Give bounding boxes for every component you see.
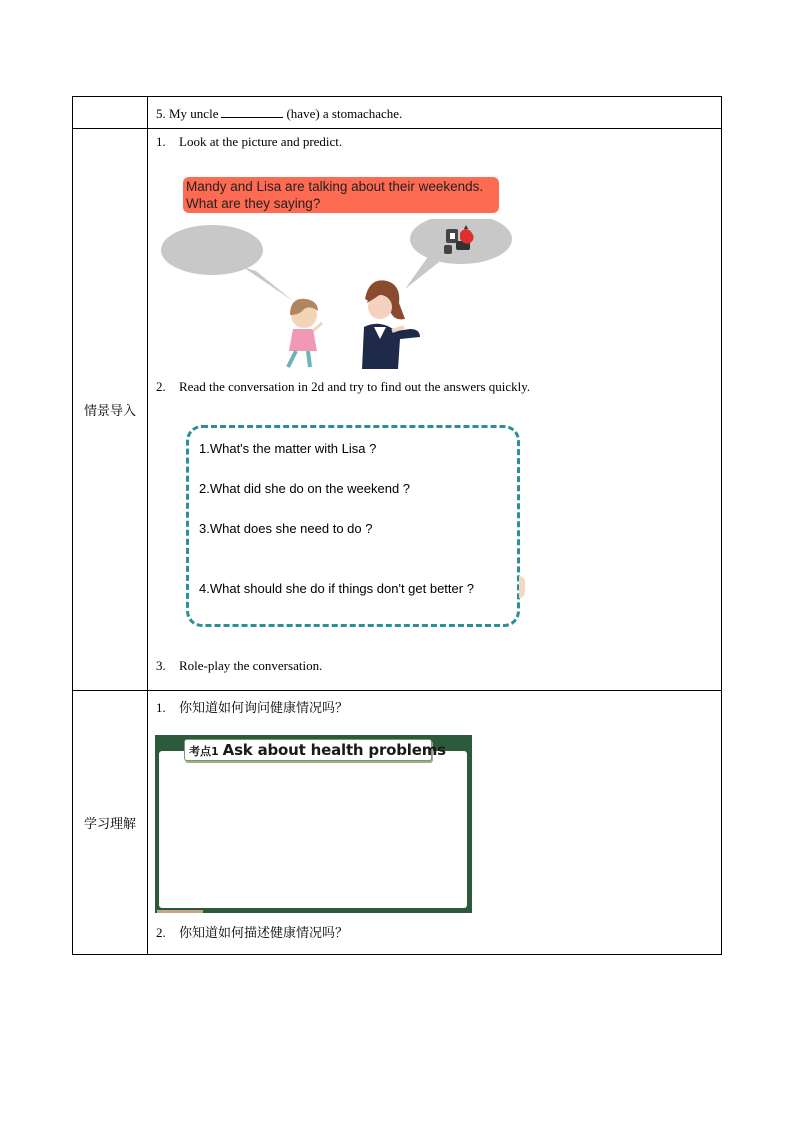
item-number: 2. (156, 379, 166, 394)
row-label-intro: 情景导入 (73, 129, 148, 691)
speech-bubble-left (161, 225, 293, 301)
row-exercise-content (148, 97, 722, 129)
board-writing-area (159, 751, 467, 908)
study-item-1 (156, 697, 348, 716)
exercise-text-after: (have) a stomachache. (286, 106, 403, 121)
row-label-study: 学习理解 (73, 691, 148, 955)
study-item-2 (156, 922, 348, 941)
item-number: 1. (156, 700, 166, 715)
box-edge-tab (519, 576, 525, 598)
row-intro-content (148, 129, 722, 691)
question-3: 3.What does she need to do ? (199, 521, 373, 536)
intro-item-2 (156, 379, 530, 395)
question-4: 4.What should she do if things don't get better ? (199, 581, 474, 596)
mandy-figure (288, 299, 322, 367)
item-text: Look at the picture and predict. (179, 134, 343, 149)
answer-blank[interactable] (221, 105, 283, 118)
item-text: 你知道如何询问健康情况吗？ (179, 701, 349, 716)
board-title-tab (184, 739, 446, 761)
intro-item-3 (156, 658, 322, 674)
question-2: 2.What did she do on the weekend ? (199, 481, 411, 496)
item-number: 2. (156, 925, 166, 940)
lesson-table (72, 96, 722, 955)
board-corner-mark (157, 910, 203, 913)
question-1: 1.What's the matter with Lisa ? (199, 441, 377, 456)
banner-line-1: Mandy and Lisa are talking about their weekends. (186, 179, 484, 194)
item-text: 你知道如何描述健康情况吗？ (179, 926, 349, 941)
item-number: 3. (156, 658, 166, 673)
exercise-text-before: 5. My uncle (156, 106, 219, 121)
exercise-item-5 (156, 105, 402, 122)
board-title: Ask about health problems (222, 741, 446, 759)
speech-bubble-right (405, 219, 512, 289)
item-number: 1. (156, 134, 166, 149)
banner-line-2: What are they saying? (186, 196, 321, 211)
scenario-banner (183, 177, 499, 213)
conversation-illustration (158, 219, 518, 369)
row-study-content (148, 691, 722, 955)
chalkboard-panel (155, 735, 472, 913)
lisa-figure (362, 280, 420, 369)
item-text: Read the conversation in 2d and try to find out the answers quickly. (179, 379, 531, 394)
intro-item-1 (156, 134, 342, 150)
board-tag: 考点1 (189, 745, 219, 758)
questions-box (186, 425, 520, 627)
row-label-empty (73, 97, 148, 129)
item-text: Role-play the conversation. (179, 658, 323, 673)
